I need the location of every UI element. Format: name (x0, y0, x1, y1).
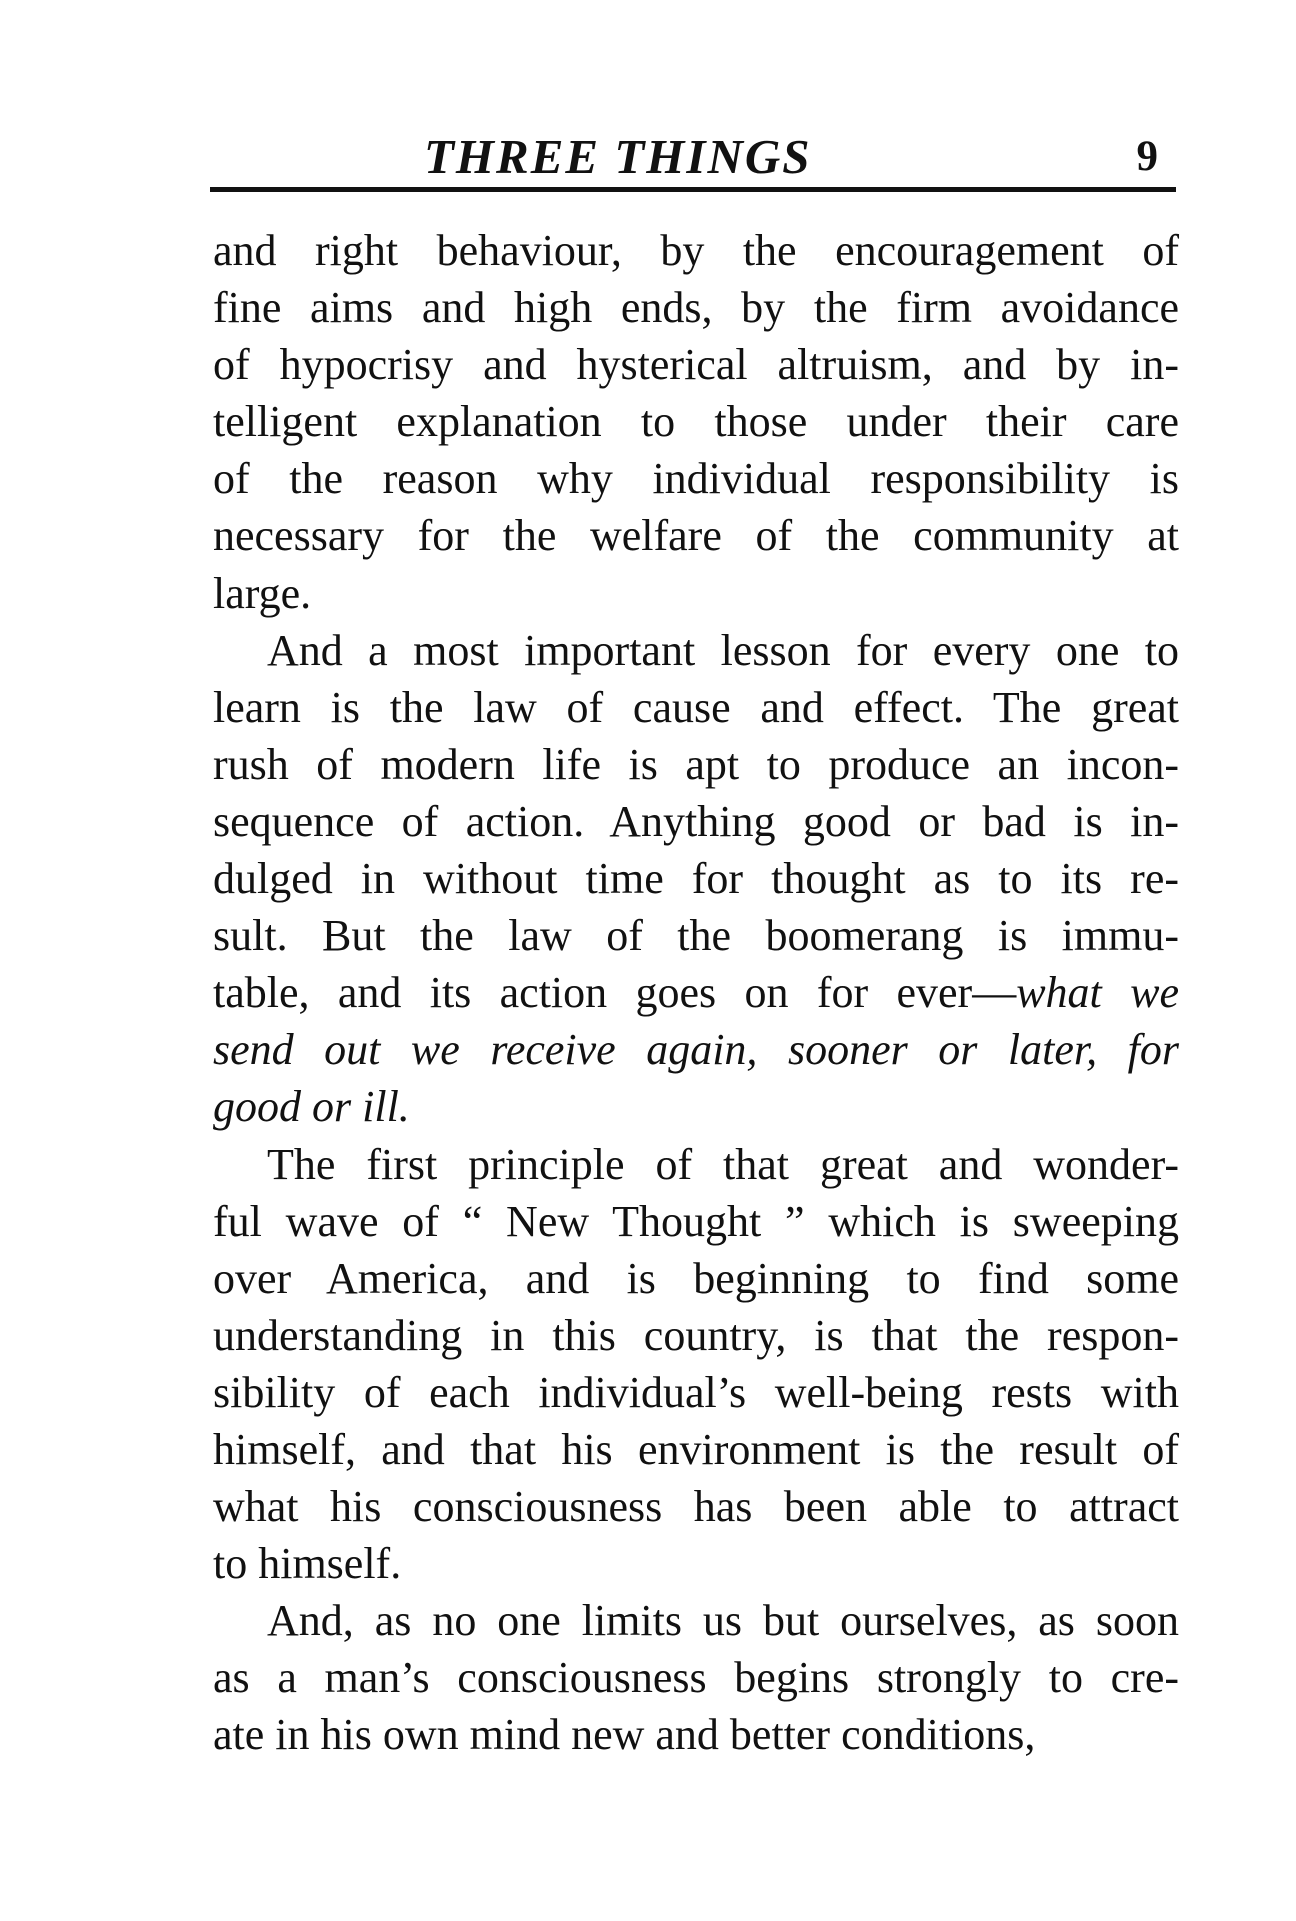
page-header (214, 120, 1180, 190)
text-segment: sibility of each individual’s well-being rests with (213, 1367, 1179, 1417)
text-segment: necessary for the welfare of the community at (213, 511, 1179, 561)
text-line (213, 1250, 1179, 1307)
paragraph (213, 1136, 1179, 1593)
text-segment: ate in his own mind new and better conditions, (213, 1710, 1036, 1760)
italic-text: send out we receive again, sooner or later, for (213, 1025, 1179, 1075)
text-line (213, 222, 1179, 279)
text-segment: dulged in without time for thought as to its re- (213, 854, 1179, 904)
text-line (213, 679, 1179, 736)
text-line (213, 279, 1179, 336)
text-segment: rush of modern life is apt to produce an incon- (213, 739, 1179, 789)
text-line (213, 907, 1179, 964)
text-line (213, 1193, 1179, 1250)
text-segment: sequence of action. Anything good or bad is in- (213, 796, 1179, 846)
text-segment: table, and its action goes on for ever— (213, 968, 1017, 1018)
text-segment: and right behaviour, by the encouragement of (213, 226, 1179, 275)
text-line (213, 1535, 1179, 1592)
text-segment: himself, and that his environment is the result of (213, 1424, 1179, 1474)
text-segment: what his consciousness has been able to attract (213, 1482, 1179, 1532)
text-line (213, 565, 1179, 622)
text-line (213, 1649, 1179, 1706)
page-number: 9 (1136, 133, 1158, 180)
text-segment: large. (213, 568, 312, 618)
text-segment: of hypocrisy and hysterical altruism, and by in- (213, 340, 1179, 390)
running-title: THREE THINGS (424, 129, 812, 184)
paragraph (213, 1592, 1179, 1763)
text-segment: fine aims and high ends, by the firm avoidance (213, 283, 1179, 333)
text-line (213, 1478, 1179, 1535)
text-line (213, 1364, 1179, 1421)
text-line (213, 393, 1179, 450)
text-line (213, 507, 1179, 564)
text-line (213, 450, 1179, 507)
text-segment: to himself. (213, 1539, 402, 1589)
text-segment: The first principle of that great and wonder- (267, 1139, 1179, 1189)
text-segment: And a most important lesson for every one to (267, 625, 1179, 675)
text-line (213, 1421, 1179, 1478)
text-segment: of the reason why individual responsibility is (213, 454, 1179, 504)
text-line (213, 336, 1179, 393)
italic-text: what we (1016, 968, 1179, 1018)
text-segment: sult. But the law of the boomerang is immu- (213, 911, 1179, 961)
text-line (213, 850, 1179, 907)
text-line (213, 1021, 1179, 1078)
text-segment: telligent explanation to those under their care (213, 397, 1179, 447)
header-rule (210, 187, 1176, 192)
text-segment: ful wave of “ New Thought ” which is sweeping (213, 1196, 1179, 1246)
text-segment: And, as no one limits us but ourselves, as soon (267, 1596, 1179, 1646)
paragraph (213, 622, 1179, 1136)
text-line (213, 1706, 1179, 1763)
text-line (213, 964, 1179, 1021)
text-segment: as a man’s consciousness begins strongly to cre- (213, 1653, 1179, 1703)
text-line (213, 1307, 1179, 1364)
text-line (213, 736, 1179, 793)
text-line (213, 1078, 1179, 1135)
body-text (213, 222, 1179, 1764)
text-line (213, 622, 1179, 679)
italic-text: good or ill. (213, 1082, 410, 1132)
text-segment: over America, and is beginning to find some (213, 1253, 1179, 1303)
text-line (213, 1592, 1179, 1649)
text-segment: learn is the law of cause and effect. The great (213, 682, 1179, 732)
text-line (213, 1136, 1179, 1193)
text-segment: understanding in this country, is that the respon- (213, 1310, 1179, 1360)
paragraph (213, 222, 1179, 622)
text-line (213, 793, 1179, 850)
